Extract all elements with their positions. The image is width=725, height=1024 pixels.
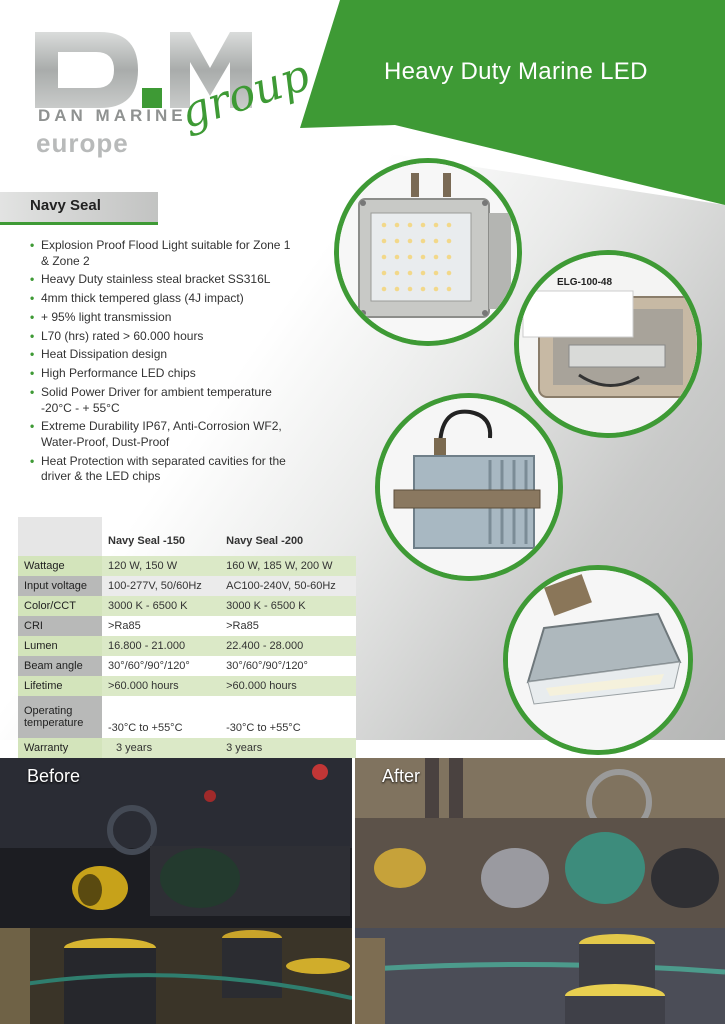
spec-value-150: >60.000 hours (102, 676, 220, 696)
product-photo-front (334, 158, 522, 346)
spec-row (18, 596, 356, 616)
spec-label: CRI (18, 616, 102, 636)
after-photo (355, 758, 725, 1024)
before-label: Before (27, 766, 81, 786)
brand-region: europe (36, 128, 129, 158)
product-name: Navy Seal (30, 197, 101, 214)
spec-label: Color/CCT (18, 596, 102, 616)
spec-row (18, 676, 356, 696)
spec-row (18, 738, 356, 758)
spec-header-empty (18, 517, 102, 556)
feature-item: • Explosion Proof Flood Light suitable for Zone 1 & Zone 2 (30, 238, 300, 269)
brand-name: DAN MARINE (38, 106, 187, 125)
brand-suffix: group (174, 49, 316, 139)
spec-value-200: 22.400 - 28.000 (220, 636, 356, 656)
driver-box-image (519, 255, 697, 433)
before-photo (0, 758, 352, 1024)
after-label: After (382, 766, 421, 786)
spec-value-200: 3000 K - 6500 K (220, 596, 356, 616)
feature-item: • L70 (hrs) rated > 60.000 hours (30, 329, 300, 345)
spec-label: Operating temperature (18, 696, 102, 738)
dark-deck-image (0, 758, 352, 1024)
spec-value-200: 160 W, 185 W, 200 W (220, 556, 356, 576)
spec-value-150: 3000 K - 6500 K (102, 596, 220, 616)
feature-item: • 4mm thick tempered glass (4J impact) (30, 291, 300, 307)
spec-label: Input voltage (18, 576, 102, 596)
feature-item: • High Performance LED chips (30, 366, 300, 382)
flood-light-front-image (339, 163, 517, 341)
spec-label: Lumen (18, 636, 102, 656)
spec-row (18, 696, 356, 738)
spec-row (18, 636, 356, 656)
driver-label: ELG-100-48 (557, 277, 613, 288)
product-photo-driver (514, 250, 702, 438)
company-logo (30, 28, 330, 168)
lit-deck-image (355, 758, 725, 1024)
spec-value-200: -30°C to +55°C (220, 696, 356, 738)
spec-col-150: Navy Seal -150 (108, 534, 186, 547)
product-heading (0, 192, 158, 225)
feature-list (30, 238, 300, 488)
spec-value-150: 3 years (102, 738, 220, 758)
flood-light-angle-image (508, 570, 688, 750)
page-title: Heavy Duty Marine LED (384, 58, 648, 85)
spec-value-150: >Ra85 (102, 616, 220, 636)
spec-value-200: 30°/60°/90°/120° (220, 656, 356, 676)
feature-item: • Heavy Duty stainless steal bracket SS316L (30, 272, 300, 288)
spec-value-150: 100-277V, 50/60Hz (102, 576, 220, 596)
spec-row (18, 576, 356, 596)
spec-table (18, 517, 356, 758)
spec-label: Wattage (18, 556, 102, 576)
spec-label: Warranty (18, 738, 102, 758)
feature-item: • Heat Protection with separated cavities for the driver & the LED chips (30, 454, 300, 485)
spec-value-150: -30°C to +55°C (102, 696, 220, 738)
spec-value-150: 120 W, 150 W (102, 556, 220, 576)
spec-value-200: 3 years (220, 738, 356, 758)
spec-row (18, 556, 356, 576)
spec-value-200: AC100-240V, 50-60Hz (220, 576, 356, 596)
spec-header-row (18, 517, 356, 556)
flood-light-side-image (380, 398, 558, 576)
feature-item: • Solid Power Driver for ambient temperature -20°C - + 55°C (30, 385, 300, 416)
feature-item: • Extreme Durability IP67, Anti-Corrosion WF2, Water-Proof, Dust-Proof (30, 419, 300, 450)
spec-value-150: 16.800 - 21.000 (102, 636, 220, 656)
spec-row (18, 656, 356, 676)
spec-row (18, 616, 356, 636)
spec-value-200: >60.000 hours (220, 676, 356, 696)
spec-value-150: 30°/60°/90°/120° (102, 656, 220, 676)
feature-item: • Heat Dissipation design (30, 347, 300, 363)
spec-value-200: >Ra85 (220, 616, 356, 636)
feature-item: • + 95% light transmission (30, 310, 300, 326)
product-photo-side (375, 393, 563, 581)
spec-label: Lifetime (18, 676, 102, 696)
spec-col-200: Navy Seal -200 (226, 534, 304, 547)
product-photo-angle (503, 565, 693, 755)
spec-label: Beam angle (18, 656, 102, 676)
